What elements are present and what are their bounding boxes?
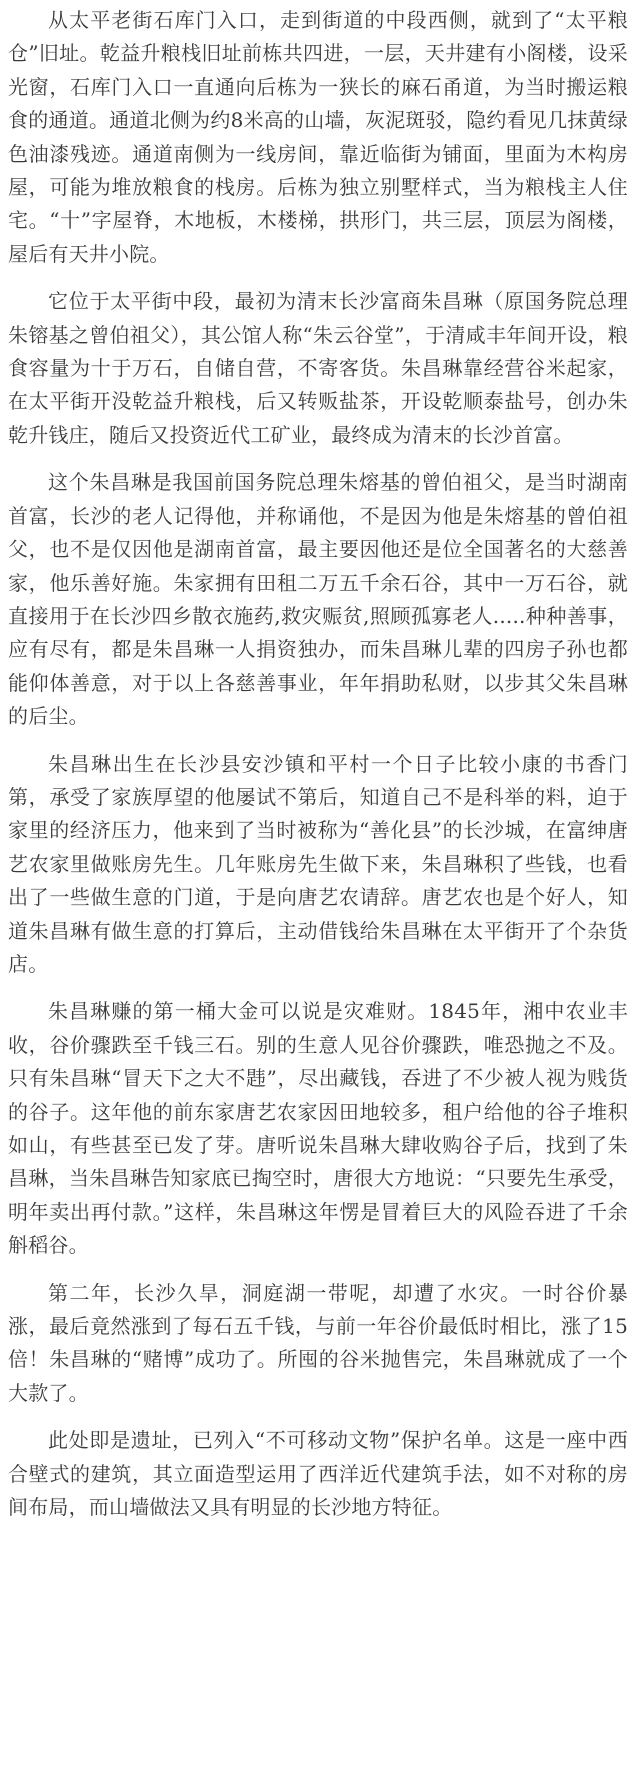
paragraph-philanthropy: 这个朱昌琳是我国前国务院总理朱熔基的曾伯祖父，是当时湖南首富，长沙的老人记得他，并称诵他，不是因为他是朱熔基的曾伯祖父，也不是仅因他是湖南首富，最主要因他还是位全国著名的大慈善家，他乐善好施。朱家拥有田租二万五千余石谷，其中一万石谷，就直接用于在长沙四乡散衣施药,救灾赈贫,照顾孤寡老人.....种种善事，应有尽有，都是朱昌琳一人捐资独办，而朱昌琳儿辈的四房子孙也都能仰体善意，对于以上各慈善事业，年年捐助私财，以步其父朱昌琳的后尘。 (8, 470, 628, 729)
paragraph-first-fortune: 朱昌琳赚的第一桶大金可以说是灾难财。1845年，湘中农业丰收，谷价骤跌至千钱三石。别的生意人见谷价骤跌，唯恐抛之不及。只有朱昌琳“冒天下之大不韪”，尽出藏钱，吞进了不少被人视为贱货的谷子。这年他的前东家唐艺农家因田地较多，租户给他的谷子堆积如山，有些甚至已发了芽。唐听说朱昌琳大肆收购谷子后，找到了朱昌琳，当朱昌琳告知家底已掏空时，唐很大方地说：“只要先生承受，明年卖出再付款。”这样，朱昌琳这年愣是冒着巨大的风险吞进了千余斛稻谷。 (8, 999, 628, 1258)
paragraph-early-career: 朱昌琳出生在长沙县安沙镇和平村一个日子比较小康的书香门第，承受了家族厚望的他屡试不第后，知道自己不是科举的料，迫于家里的经济压力，他来到了当时被称为“善化县”的长沙城，在富绅唐艺农家里做账房先生。几年账房先生做下来，朱昌琳积了些钱，也看出了一些做生意的门道，于是向唐艺农请辞。唐艺农也是个好人，知道朱昌琳有做生意的打算后，主动借钱给朱昌琳在太平街开了个杂货店。 (8, 751, 628, 976)
paragraph-taiping-granary-site: 从太平老街石库门入口，走到街道的中段西侧，就到了“太平粮仓”旧址。乾益升粮栈旧址前栋共四进，一层，天井建有小阁楼，设采光窗，石库门入口一直通向后栋为一狭长的麻石甬道，为当时搬运粮食的通道。通道北侧为约8米高的山墙，灰泥斑驳，隐约看见几抹黄绿色油漆残迹。通道南侧为一线房间，靠近临街为铺面，里面为木构房屋，可能为堆放粮食的栈房。后栋为独立别墅样式，当为粮栈主人住宅。“十”字屋脊，木地板，木楼梯，拱形门，共三层，顶层为阁楼，屋后有天井小院。 (8, 8, 628, 266)
paragraph-heritage-listing: 此处即是遗址，已列入“不可移动文物”保护名单。这是一座中西合壁式的建筑，其立面造型运用了西洋近代建筑手法，如不对称的房间布局，而山墙做法又具有明显的长沙地方特征。 (8, 1428, 628, 1520)
paragraph-drought-year: 第二年，长沙久旱，洞庭湖一带呢，却遭了水灾。一时谷价暴涨，最后竟然涨到了每石五千钱，与前一年谷价最低时相比，涨了15倍！朱昌琳的“赌博”成功了。所囤的谷米抛售完，朱昌琳就成了一个大款了。 (8, 1280, 628, 1405)
paragraph-zhu-changlin-origin: 它位于太平街中段，最初为清末长沙富商朱昌琳（原国务院总理朱镕基之曾伯祖父），其公馆人称“朱云谷堂”，于清咸丰年间开设，粮食容量为十于万石，自储自营，不寄客货。朱昌琳靠经营谷米起家，在太平街开没乾益升粮栈，后又转贩盐茶，开设乾顺泰盐号，创办朱乾升钱庄，随后又投资近代工矿业，最终成为清末的长沙首富。 (8, 289, 628, 447)
